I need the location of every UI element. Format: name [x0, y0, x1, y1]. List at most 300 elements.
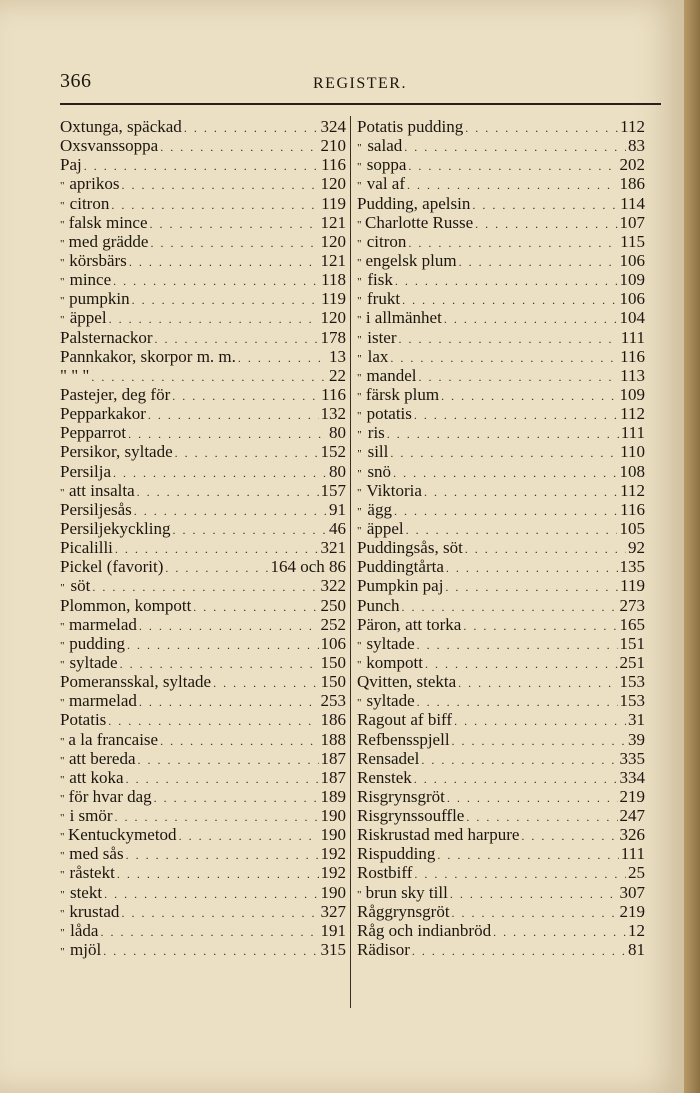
dot-leader — [139, 693, 319, 712]
entry-page-number: 247 — [619, 806, 645, 826]
dot-leader — [394, 502, 618, 521]
dot-leader — [465, 540, 626, 559]
entry-label: Charlotte Russe — [365, 212, 474, 232]
entry-page-number: 153 — [619, 691, 645, 711]
entry-page-number: 252 — [320, 614, 346, 634]
index-entry — [60, 366, 346, 385]
entry-label: Riskrustad med harpure — [357, 825, 520, 845]
index-entry — [357, 653, 645, 672]
entry-page-number: 326 — [619, 825, 645, 845]
dot-leader — [399, 330, 619, 349]
index-entry — [60, 825, 346, 844]
index-entry — [357, 672, 645, 691]
entry-page-number: 111 — [620, 844, 645, 864]
entry-page-number: 22 — [329, 365, 346, 385]
entry-page-number: 91 — [329, 499, 346, 519]
entry-label: citron — [69, 193, 110, 213]
dot-leader — [175, 444, 319, 463]
index-entry — [357, 615, 645, 634]
entry-page-number: 119 — [321, 289, 346, 309]
entry-label: råstekt — [69, 863, 115, 883]
entry-label: Oxtunga, späckad — [60, 117, 182, 136]
entry-label: låda — [70, 920, 99, 940]
entry-label: falsk mince — [68, 212, 148, 232]
ditto-mark: " — [357, 371, 362, 384]
entry-label: Risgrynssouffle — [357, 806, 465, 826]
entry-page-number: 115 — [620, 231, 645, 251]
entry-label: val af — [366, 174, 406, 194]
dot-leader — [402, 598, 618, 617]
index-entry — [357, 576, 645, 595]
ditto-mark: " — [357, 467, 362, 480]
index-entry — [60, 519, 346, 538]
index-entry — [60, 921, 346, 940]
entry-label: Puddingsås, söt — [357, 538, 463, 558]
entry-page-number: 187 — [320, 767, 346, 787]
entry-page-number: 81 — [628, 940, 645, 960]
ditto-mark: " — [60, 218, 65, 231]
ditto-mark: " — [60, 926, 65, 939]
dot-leader — [129, 253, 319, 272]
entry-label: mandel — [366, 365, 417, 385]
entry-label: marmelad — [68, 614, 137, 634]
entry-page-number: 322 — [320, 576, 346, 596]
entry-label: Pepparkakor — [60, 404, 146, 424]
dot-leader — [414, 770, 618, 789]
entry-page-number: 164 och 86 — [270, 557, 346, 577]
index-entry — [60, 500, 346, 519]
entry-label: Rensadel — [357, 748, 420, 768]
entry-page-number: 121 — [320, 212, 346, 232]
entry-label: syltade — [69, 652, 118, 672]
index-entry — [60, 691, 346, 710]
entry-page-number: 165 — [619, 614, 645, 634]
entry-label: krustad — [69, 901, 120, 921]
index-entry — [60, 423, 346, 442]
index-entry — [60, 653, 346, 672]
index-entry — [357, 902, 645, 921]
dot-leader — [441, 387, 617, 406]
entry-label: Risgrynsgröt — [357, 786, 445, 806]
dot-leader — [115, 808, 319, 827]
entry-page-number: 186 — [619, 174, 645, 194]
dot-leader — [466, 808, 617, 827]
ditto-mark: " — [357, 486, 362, 499]
ditto-mark: " — [357, 218, 362, 231]
index-entry — [357, 270, 645, 289]
entry-page-number: 12 — [628, 920, 645, 940]
entry-label: brun sky till — [365, 882, 448, 902]
entry-page-number: 335 — [619, 748, 645, 768]
entry-label: kompott — [366, 652, 423, 672]
entry-page-number: 120 — [320, 231, 346, 251]
dot-leader — [407, 176, 617, 195]
ditto-mark: " — [60, 831, 65, 844]
ditto-mark: " — [357, 256, 362, 269]
entry-page-number: 105 — [619, 518, 645, 538]
entry-page-number: 107 — [619, 212, 645, 232]
ditto-mark: " — [60, 180, 65, 193]
index-entry — [357, 863, 645, 882]
index-entry — [357, 462, 645, 481]
ditto-mark: " — [357, 295, 362, 308]
entry-label: Ragout af biff — [357, 710, 453, 730]
index-entry — [60, 462, 346, 481]
index-entry — [357, 328, 645, 347]
entry-label: mjöl — [70, 940, 102, 960]
ditto-mark: " — [357, 658, 362, 671]
entry-page-number: 202 — [619, 155, 645, 175]
entry-page-number: 112 — [620, 480, 645, 500]
entry-page-number: 190 — [320, 882, 346, 902]
entry-page-number: 104 — [619, 308, 645, 328]
ditto-mark: " — [357, 142, 362, 155]
dot-leader — [459, 253, 618, 272]
ditto-mark: " — [60, 907, 65, 920]
entry-label: Puddingtårta — [357, 557, 444, 577]
dot-leader — [137, 483, 319, 502]
entry-label: Kentuckymetod — [67, 825, 177, 845]
entry-page-number: 186 — [320, 710, 346, 730]
dot-leader — [406, 521, 618, 540]
index-entry — [357, 155, 645, 174]
entry-label: färsk plum — [365, 384, 440, 404]
index-entry — [357, 806, 645, 825]
entry-label: att insalta — [69, 480, 135, 500]
ditto-mark: " — [357, 448, 362, 461]
dot-leader — [92, 578, 318, 597]
entry-label: äppel — [69, 308, 107, 328]
index-entry — [60, 194, 346, 213]
entry-label: Oxsvanssoppa — [60, 136, 159, 156]
dot-leader — [100, 923, 318, 942]
ditto-mark: " — [60, 639, 65, 652]
index-entry — [60, 347, 346, 366]
entry-label: aprikos — [69, 174, 120, 194]
entry-page-number: 39 — [628, 729, 645, 749]
dot-leader — [437, 846, 618, 865]
index-entry — [357, 289, 645, 308]
entry-page-number: 191 — [320, 920, 346, 940]
entry-page-number: 80 — [329, 423, 346, 443]
index-entry — [357, 385, 645, 404]
entry-label: potatis — [366, 404, 412, 424]
entry-label: syltade — [366, 633, 415, 653]
entry-page-number: 151 — [619, 633, 645, 653]
index-entry — [357, 691, 645, 710]
entry-label: lax — [367, 346, 389, 366]
dot-leader — [128, 425, 327, 444]
index-entry — [60, 308, 346, 327]
entry-label: med grädde — [68, 231, 149, 251]
entry-page-number: 119 — [321, 193, 346, 213]
entry-label: Rädisor — [357, 940, 410, 960]
dot-leader — [408, 157, 617, 176]
index-entry — [60, 557, 346, 576]
ditto-mark: " — [357, 390, 362, 403]
ditto-mark: " — [60, 888, 65, 901]
dot-leader — [414, 865, 626, 884]
ditto-mark: " — [357, 352, 362, 365]
page-header — [60, 70, 660, 98]
entry-page-number: 192 — [320, 863, 346, 883]
ditto-mark: " — [357, 639, 362, 652]
page-number: 366 — [60, 70, 92, 92]
dot-leader — [84, 157, 319, 176]
entry-label: " " " — [60, 365, 90, 385]
entry-page-number: 121 — [320, 250, 346, 270]
ditto-mark: " — [60, 582, 65, 595]
dot-leader — [408, 234, 618, 253]
index-entry — [357, 232, 645, 251]
entry-label: Persikor, syltade — [60, 442, 173, 462]
dot-leader — [475, 215, 617, 234]
dot-leader — [395, 272, 618, 291]
entry-label: Refbensspjell — [357, 729, 450, 749]
entry-page-number: 190 — [320, 825, 346, 845]
dot-leader — [390, 349, 618, 368]
index-entry — [60, 806, 346, 825]
index-entry — [357, 404, 645, 423]
dot-leader — [425, 655, 618, 674]
column-divider — [350, 116, 351, 1008]
entry-label: salad — [367, 136, 403, 156]
entry-page-number: 132 — [320, 404, 346, 424]
dot-leader — [160, 138, 318, 157]
dot-leader — [108, 712, 318, 731]
entry-page-number: 116 — [620, 346, 645, 366]
entry-page-number: 116 — [321, 155, 346, 175]
entry-label: Råggrynsgröt — [357, 901, 450, 921]
dot-leader — [402, 291, 617, 310]
entry-label: Päron, att torka — [357, 614, 462, 634]
index-entry — [60, 174, 346, 193]
dot-leader — [113, 464, 327, 483]
entry-label: soppa — [366, 155, 407, 175]
index-entry — [60, 749, 346, 768]
index-entry — [357, 117, 645, 136]
dot-leader — [445, 578, 618, 597]
index-entry — [60, 710, 346, 729]
page-title: REGISTER. — [313, 75, 407, 92]
dot-leader — [111, 196, 319, 215]
dot-leader — [104, 885, 318, 904]
dot-leader — [165, 559, 268, 578]
index-entry — [357, 825, 645, 844]
ditto-mark: " — [60, 792, 65, 805]
index-entry — [357, 481, 645, 500]
entry-label: Persiljesås — [60, 499, 132, 519]
entry-label: Potatis pudding — [357, 117, 464, 136]
dot-leader — [109, 310, 319, 329]
entry-page-number: 219 — [619, 786, 645, 806]
entry-label: Picalilli — [60, 538, 113, 558]
entry-page-number: 83 — [628, 136, 645, 156]
ditto-mark: " — [60, 773, 65, 786]
entry-label: pumpkin — [69, 289, 130, 309]
entry-page-number: 113 — [620, 365, 645, 385]
dot-leader — [450, 885, 618, 904]
entry-label: i smör — [69, 806, 113, 826]
entry-page-number: 324 — [320, 117, 346, 136]
entry-page-number: 111 — [620, 327, 645, 347]
entry-page-number: 80 — [329, 461, 346, 481]
index-entry — [60, 538, 346, 557]
dot-leader — [452, 732, 626, 751]
dot-leader — [160, 732, 318, 751]
index-entry — [60, 270, 346, 289]
index-entry — [357, 347, 645, 366]
index-entry — [60, 289, 346, 308]
index-column-right — [357, 117, 645, 1005]
index-entry — [357, 442, 645, 461]
entry-page-number: 150 — [320, 652, 346, 672]
ditto-mark: " — [60, 658, 65, 671]
dot-leader — [521, 827, 617, 846]
entry-label: Pudding, apelsin — [357, 193, 471, 213]
entry-label: ris — [367, 423, 385, 443]
entry-page-number: 153 — [619, 672, 645, 692]
ditto-mark: " — [357, 276, 362, 289]
entry-label: Viktoria — [366, 480, 422, 500]
dot-leader — [447, 789, 618, 808]
ditto-mark: " — [60, 869, 65, 882]
dot-leader — [115, 540, 319, 559]
index-entry — [60, 768, 346, 787]
index-entry — [60, 155, 346, 174]
ditto-mark: " — [357, 180, 362, 193]
index-entry — [357, 730, 645, 749]
entry-label: i allmänhet — [365, 308, 442, 328]
entry-label: Persilja — [60, 461, 111, 481]
dot-leader — [493, 923, 626, 942]
ditto-mark: " — [357, 697, 362, 710]
index-entry — [60, 117, 346, 136]
index-entry — [357, 768, 645, 787]
ditto-mark: " — [60, 237, 65, 250]
entry-page-number: 114 — [620, 193, 645, 213]
index-entry — [60, 251, 346, 270]
ditto-mark: " — [60, 314, 65, 327]
dot-leader — [463, 617, 617, 636]
entry-page-number: 116 — [620, 499, 645, 519]
entry-label: att bereda — [68, 748, 136, 768]
entry-page-number: 219 — [619, 901, 645, 921]
entry-label: Qvitten, stekta — [357, 672, 457, 692]
dot-leader — [127, 636, 319, 655]
index-entry — [60, 213, 346, 232]
entry-label: pudding — [69, 633, 125, 653]
entry-label: Rostbiff — [357, 863, 413, 883]
entry-label: Palsternackor — [60, 327, 153, 347]
entry-page-number: 111 — [620, 423, 645, 443]
entry-page-number: 112 — [620, 117, 645, 136]
index-entry — [60, 902, 346, 921]
dot-leader — [113, 272, 319, 291]
index-entry — [357, 940, 645, 959]
entry-page-number: 152 — [320, 442, 346, 462]
index-entry — [357, 519, 645, 538]
entry-label: Pomeransskal, syltade — [60, 672, 212, 692]
index-entry — [60, 136, 346, 155]
page-edge — [684, 0, 700, 1093]
entry-page-number: 120 — [320, 174, 346, 194]
entry-label: Renstek — [357, 767, 412, 787]
entry-page-number: 31 — [628, 710, 645, 730]
entry-page-number: 109 — [619, 270, 645, 290]
dot-leader — [154, 789, 319, 808]
ditto-mark: " — [357, 314, 362, 327]
index-entry — [60, 576, 346, 595]
entry-page-number: 250 — [320, 595, 346, 615]
dot-leader — [404, 138, 626, 157]
index-entry — [357, 921, 645, 940]
entry-label: Pepparrot — [60, 423, 127, 443]
entry-label: ister — [367, 327, 397, 347]
ditto-mark: " — [357, 429, 362, 442]
entry-page-number: 106 — [320, 633, 346, 653]
dot-leader — [172, 521, 327, 540]
index-entry — [357, 557, 645, 576]
dot-leader — [138, 751, 319, 770]
dot-leader — [452, 904, 618, 923]
entry-page-number: 178 — [320, 327, 346, 347]
entry-page-number: 192 — [320, 844, 346, 864]
dot-leader — [421, 751, 617, 770]
entry-label: Punch — [357, 595, 400, 615]
ditto-mark: " — [357, 524, 362, 537]
index-entry — [357, 174, 645, 193]
dot-leader — [126, 846, 319, 865]
index-entry — [60, 844, 346, 863]
entry-page-number: 110 — [620, 442, 645, 462]
dot-leader — [184, 119, 319, 138]
ditto-mark: " — [357, 237, 362, 250]
index-entry — [357, 423, 645, 442]
dot-leader — [120, 655, 319, 674]
index-entry — [60, 328, 346, 347]
entry-label: Pannkakor, skorpor m. m. — [60, 346, 236, 366]
entry-label: syltade — [366, 691, 415, 711]
dot-leader — [412, 942, 626, 961]
index-entry — [60, 883, 346, 902]
entry-page-number: 135 — [619, 557, 645, 577]
index-entry — [357, 538, 645, 557]
entry-label: Paj — [60, 155, 82, 175]
dot-leader — [417, 693, 618, 712]
entry-label: mince — [69, 270, 112, 290]
dot-leader — [419, 368, 619, 387]
ditto-mark: " — [60, 256, 65, 269]
entry-label: Råg och indianbröd — [357, 920, 492, 940]
entry-page-number: 116 — [321, 384, 346, 404]
ditto-mark: " — [357, 410, 362, 423]
entry-label: söt — [70, 576, 91, 596]
dot-leader — [134, 502, 327, 521]
entry-page-number: 187 — [320, 748, 346, 768]
dot-leader — [126, 770, 319, 789]
index-entry — [60, 385, 346, 404]
dot-leader — [417, 636, 618, 655]
entry-page-number: 106 — [619, 250, 645, 270]
entry-page-number: 251 — [619, 652, 645, 672]
entry-page-number: 334 — [619, 767, 645, 787]
dot-leader — [91, 368, 327, 387]
entry-label: a la francaise — [68, 729, 159, 749]
dot-leader — [121, 176, 318, 195]
dot-leader — [150, 234, 318, 253]
entry-label: stekt — [69, 882, 103, 902]
